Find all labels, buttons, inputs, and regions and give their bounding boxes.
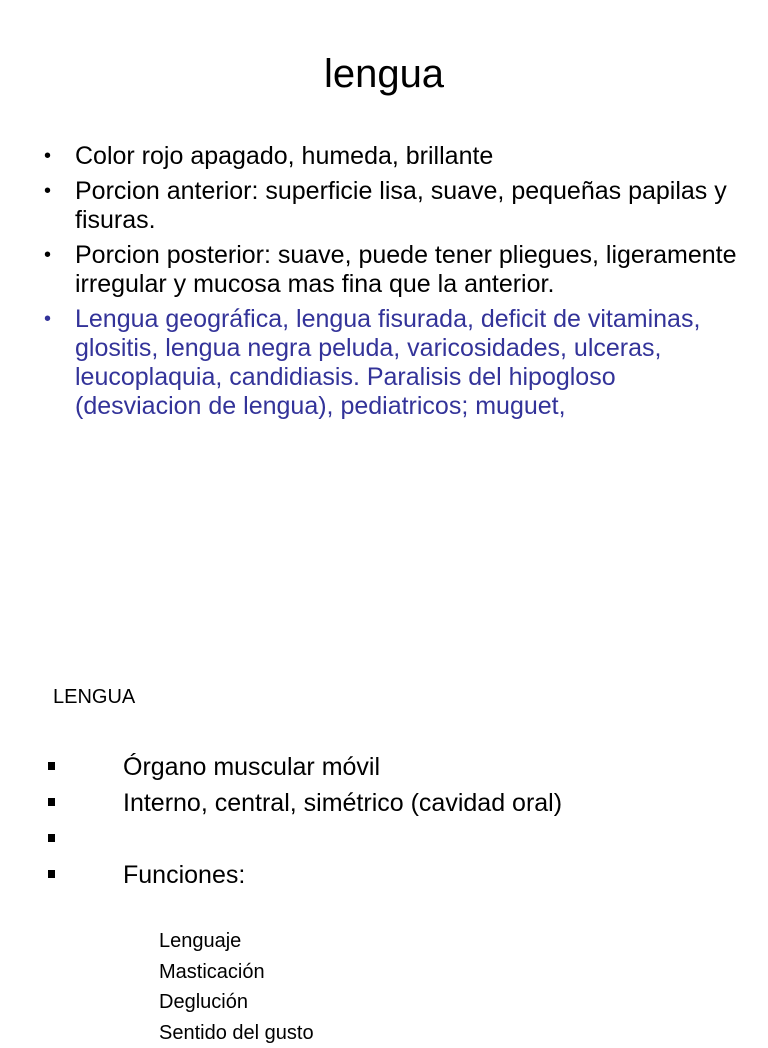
functions-list <box>159 926 314 1048</box>
square-item-organ <box>46 752 746 788</box>
function-item: Sentido del gusto <box>159 1018 314 1048</box>
square-bullet-icon <box>48 834 55 842</box>
square-item-text: Interno, central, simétrico (cavidad oral) <box>123 789 562 817</box>
section-heading: LENGUA <box>53 685 135 709</box>
square-bullet-icon <box>48 762 55 770</box>
bullet-icon: • <box>44 305 51 334</box>
function-item: Deglución <box>159 987 314 1018</box>
section-square-list <box>46 752 746 896</box>
function-item: Lenguaje <box>159 926 314 957</box>
bullet-icon: • <box>44 142 51 171</box>
square-item-location <box>46 788 746 824</box>
bullet-item-pathologies <box>44 305 744 421</box>
bullet-text: Porcion posterior: suave, puede tener pliegues, ligeramente irregular y mucosa mas fina que la anterior. <box>75 241 737 298</box>
bullet-icon: • <box>44 241 51 270</box>
bullet-text: Color rojo apagado, humeda, brillante <box>75 142 493 170</box>
square-bullet-icon <box>48 798 55 806</box>
square-bullet-icon <box>48 870 55 878</box>
description-bullet-list <box>44 142 744 427</box>
bullet-item-anterior <box>44 177 744 235</box>
square-item-text: Funciones: <box>123 861 245 889</box>
bullet-text: Porcion anterior: superficie lisa, suave, pequeñas papilas y fisuras. <box>75 177 727 234</box>
square-item-text: Órgano muscular móvil <box>123 753 380 781</box>
bullet-text: Lengua geográfica, lengua fisurada, deficit de vitaminas, glositis, lengua negra peluda, varicosidades, ulceras, leucoplaquia, candidiasis. Paralisis del hipogloso (desviacion de lengua), pediatricos; muguet, <box>75 305 700 420</box>
bullet-item-color <box>44 142 744 171</box>
square-item-empty <box>46 824 746 860</box>
bullet-icon: • <box>44 177 51 206</box>
square-item-functions <box>46 860 746 896</box>
page-title: lengua <box>0 50 768 98</box>
function-item: Masticación <box>159 957 314 988</box>
bullet-item-posterior <box>44 241 744 299</box>
